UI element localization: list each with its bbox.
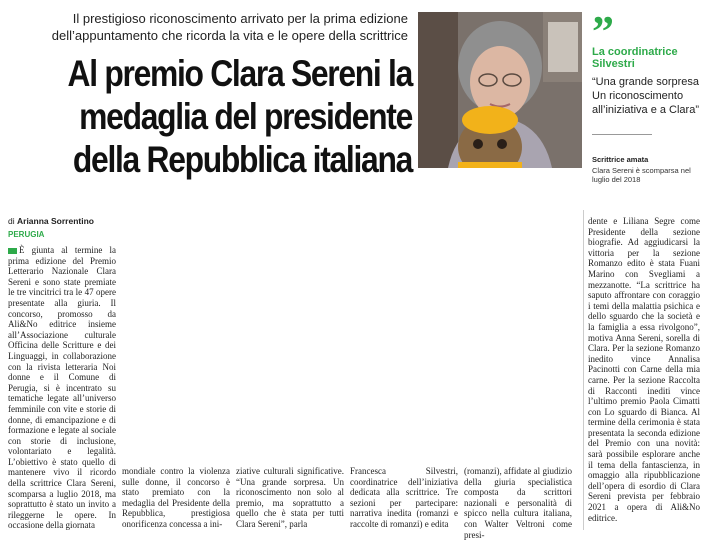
quote-icon: ” [592,7,614,56]
byline [8,216,94,226]
byline-author: Arianna Sorrentino [17,216,94,226]
article-headline: Al premio Clara Sereni la medaglia del presidente della Repubblica italiana [67,53,413,180]
author-photo [418,12,582,168]
caption-title: Scrittrice amata [592,155,649,164]
caption-text: Clara Sereni è scomparsa nel luglio del 2018 [592,166,691,184]
column-divider [583,210,584,530]
article-column-5: (romanzi), affidate al giudizio della giuria specialistica composta da scrittori nazionali e personalità di spicco nella cultura italiana, con Walter Veltroni come presi- [464,466,572,540]
byline-prefix: di [8,216,15,226]
article-column-4: Francesca Silvestri, coordinatrice dell’iniziativa dedicata alla scrittrice. Tre sezioni per partecipare: narrativa inedita (romanzi e raccolte di romanzi) e edita [350,466,458,529]
article-text-1: È giunta al termine la prima edizione del Premio Letterario Nazionale Clara Sereni e sono state premiate le tre vincitrici tra le 47 opere presentate alla giuria. Il concorso, promosso da Ali&No editrice insieme all’Associazione culturale Officina delle Scritture e dei Linguaggi, in collaborazione con la rivista letteraria Noi donne e il Comune di Perugia, si è incentrato su tematiche legate all’universo femminile con vite e storie di donne, di emancipazione e di formazione e legate al sociale con storie di inclusione, volontariato e legalità. L’obiettivo è stato quello di mantenere vivo il ricordo della scrittrice Clara Sereni, scomparsa a luglio 2018, ma soprattutto è stato un invito a rileggerne le opere. In occasione della giornata [8,245,116,531]
quote-divider [592,134,652,135]
portrait-illustration [418,12,582,168]
quote-title: La coordinatrice Silvestri [592,46,678,70]
quote-text: “Una grande sorpresa Un riconoscimento all’iniziativa e a Clara” [592,76,700,116]
article-kicker: Il prestigioso riconoscimento arrivato per la prima edizione dell’appuntamento che ricorda la vita e le opere della scrittrice [51,11,408,43]
dateline: PERUGIA [8,230,45,239]
article-column-6: dente e Liliana Segre come Presidente della sezione biografie. Ad aggiudicarsi la vittoria per la sezione Romanzo edito è stata Fuani Marino con Svegliami a mezzanotte. “La scrittrice ha saputo affrontare con coraggio i temi della malattia psichica e dello sguardo che la società e la famiglia a essa rivolgono”, motiva Anna Sereni, sorella di Clara. Per la sezione Romanzo inedito vince Annalisa Pacinotti con Carne della mia carne. Per la sezione Raccolta di Racconti inediti vince l’ultimo premio Paola Cimatti con Lo sguardo di Bianca. Al termine della cerimonia è stata presentata la seconda edizione del Premio con una novità: sarà possibile esplorare anche il tema della fantascienza, in omaggio alla ripubblicazione dell’opera di esordio di Clara Sereni prevista per febbraio 2021 a opera di Ali&No editrice. [588,216,700,523]
article-column-3: ziative culturali significative. “Una grande sorpresa. Un riconoscimento non solo al premio, ma soprattutto a quello che è stata per tutti Clara Sereni”, parla [236,466,344,529]
article-column-1 [8,245,116,531]
article-column-2: mondiale contro la violenza sulle donne, il concorso è stato premiato con la medaglia del Presidente della Repubblica, prestigiosa onorificenza concessa a ini- [122,466,230,529]
paragraph-marker-icon [8,248,17,254]
